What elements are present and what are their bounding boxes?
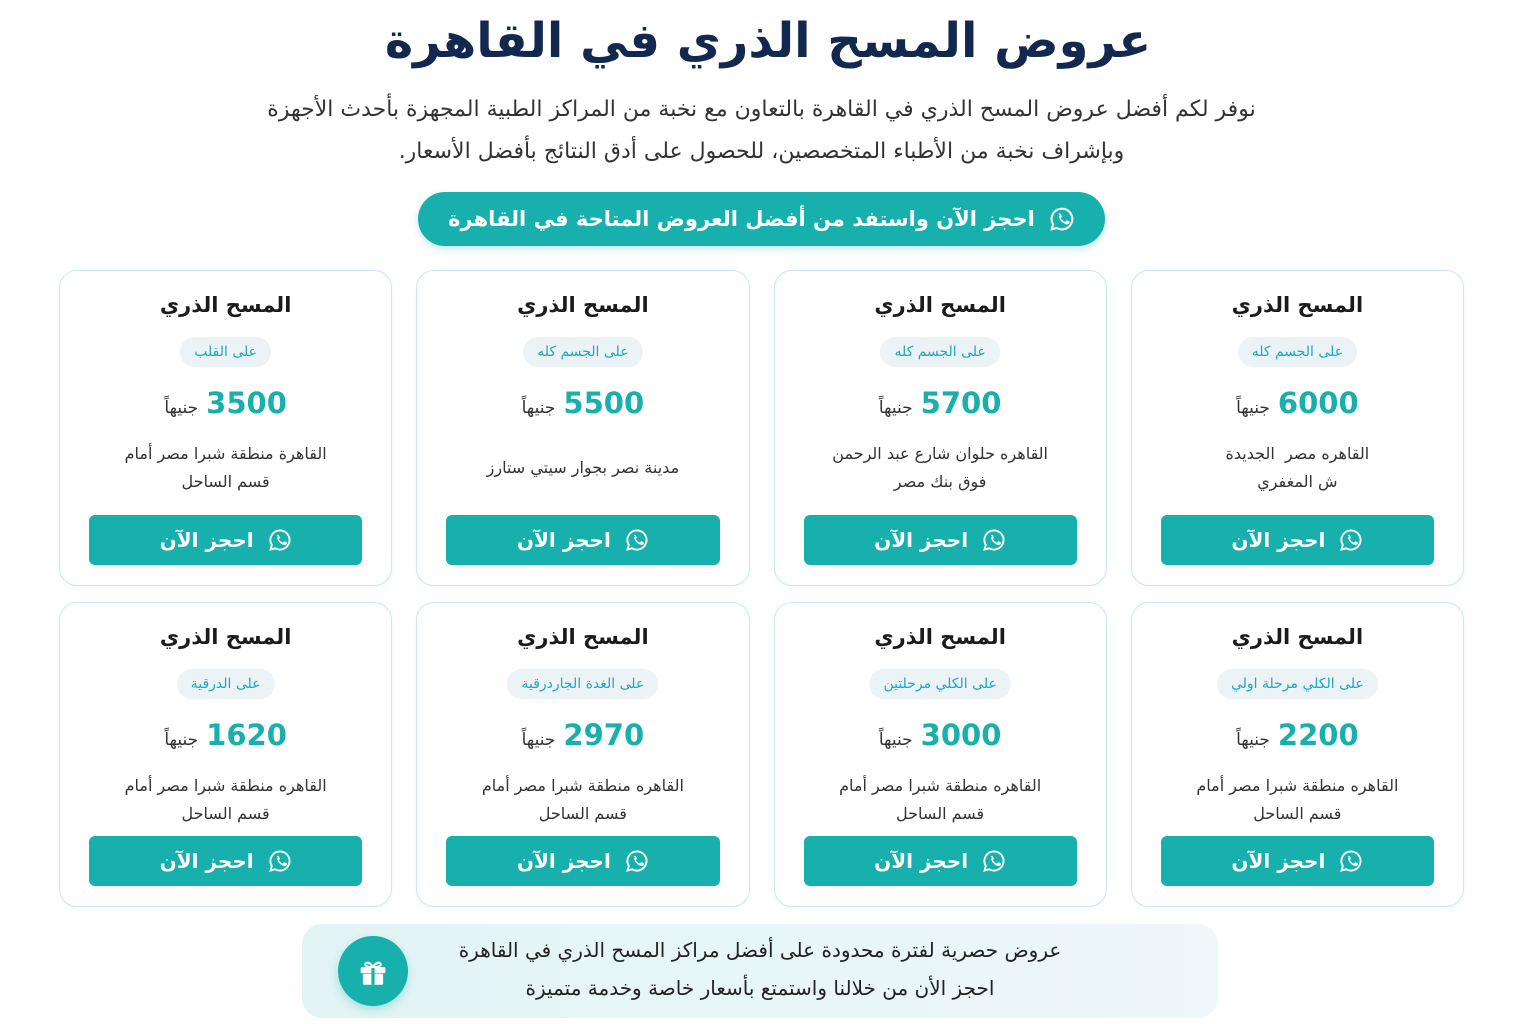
offer-price bbox=[164, 383, 287, 428]
offer-location bbox=[482, 772, 684, 828]
book-now-label: احجز الآن bbox=[516, 849, 611, 873]
offer-badge: على الجسم كله bbox=[880, 337, 999, 367]
book-now-button[interactable] bbox=[804, 515, 1077, 565]
offer-title: المسح الذري bbox=[159, 293, 292, 317]
subtitle-line: نوفر لكم أفضل عروض المسح الذري في القاهرة بالتعاون مع نخبة من المراكز الطبية المجهزة بأحدث الأجهزة bbox=[267, 97, 1256, 122]
book-now-button[interactable] bbox=[804, 836, 1077, 886]
offer-title: المسح الذري bbox=[874, 293, 1006, 317]
price-currency: جنيهاً bbox=[878, 398, 913, 418]
price-currency: جنيهاً bbox=[1236, 730, 1270, 750]
book-now-button[interactable] bbox=[446, 836, 719, 886]
banner-text bbox=[302, 931, 1218, 1007]
whatsapp-icon bbox=[1049, 206, 1075, 232]
offer-location bbox=[1196, 772, 1398, 828]
book-now-label: احجز الآن bbox=[874, 528, 969, 552]
offers-grid bbox=[59, 270, 1464, 907]
book-now-label: احجز الآن bbox=[1231, 849, 1326, 873]
offer-title: المسح الذري bbox=[517, 625, 649, 649]
offer-card bbox=[416, 270, 749, 586]
cta-container bbox=[59, 192, 1464, 246]
subtitle-line: وبإشراف نخبة من الأطباء المتخصصين، للحصول على أدق النتائج بأفضل الأسعار. bbox=[398, 139, 1125, 164]
book-now-label: احجز الآن bbox=[159, 528, 254, 552]
book-now-button[interactable] bbox=[89, 515, 362, 565]
offer-location-line: القاهره منطقة شبرا مصر أمام bbox=[839, 776, 1042, 795]
offer-price bbox=[879, 383, 1002, 428]
offer-badge: على الجسم كله bbox=[1238, 337, 1357, 367]
whatsapp-icon bbox=[1339, 528, 1363, 552]
whatsapp-icon bbox=[625, 849, 649, 873]
offer-location-line: القاهرة منطقة شبرا مصر أمام bbox=[124, 444, 327, 463]
offer-badge: على الجسم كله bbox=[523, 337, 642, 367]
offer-badge: على القلب bbox=[180, 337, 271, 367]
price-amount: 3500 bbox=[206, 386, 287, 420]
whatsapp-icon bbox=[268, 849, 292, 873]
offer-location-line: القاهره حلوان شارع عبد الرحمن bbox=[832, 444, 1048, 463]
offer-price bbox=[1236, 383, 1359, 428]
cta-book-whatsapp-button[interactable] bbox=[418, 192, 1105, 246]
offer-title: المسح الذري bbox=[159, 625, 292, 649]
cta-label: احجز الآن واستفد من أفضل العروض المتاحة في القاهرة bbox=[448, 207, 1035, 231]
offer-location-line: القاهره منطقة شبرا مصر أمام bbox=[481, 776, 684, 795]
offer-location bbox=[125, 440, 327, 496]
offer-location-line: قسم الساحل bbox=[181, 472, 270, 491]
offer-card bbox=[1131, 270, 1464, 586]
offer-card bbox=[1131, 602, 1464, 907]
offer-title: المسح الذري bbox=[874, 625, 1006, 649]
offer-title: المسح الذري bbox=[1231, 625, 1364, 649]
offer-location-line: القاهره مصر الجديدة bbox=[1225, 444, 1370, 463]
book-now-label: احجز الآن bbox=[1231, 528, 1326, 552]
whatsapp-icon bbox=[1339, 849, 1363, 873]
whatsapp-icon bbox=[268, 528, 292, 552]
whatsapp-icon bbox=[625, 528, 649, 552]
offer-location-line: ش المغفري bbox=[1257, 472, 1338, 491]
offer-location-line: فوق بنك مصر bbox=[893, 472, 987, 491]
book-now-button[interactable] bbox=[89, 836, 362, 886]
price-currency: جنيهاً bbox=[878, 730, 913, 750]
offer-location bbox=[487, 440, 680, 496]
price-amount: 2200 bbox=[1277, 718, 1359, 752]
price-amount: 1620 bbox=[206, 718, 287, 752]
price-amount: 6000 bbox=[1277, 386, 1359, 420]
offer-location-line: قسم الساحل bbox=[538, 804, 627, 823]
whatsapp-icon bbox=[982, 528, 1006, 552]
offer-badge: على الغدة الجاردرقية bbox=[507, 669, 658, 699]
offer-price bbox=[879, 715, 1002, 760]
price-currency: جنيهاً bbox=[1236, 398, 1270, 418]
offer-card bbox=[59, 270, 392, 586]
book-now-button[interactable] bbox=[446, 515, 719, 565]
price-amount: 2970 bbox=[563, 718, 645, 752]
offer-location-line: قسم الساحل bbox=[896, 804, 985, 823]
offer-location-line: القاهره منطقة شبرا مصر أمام bbox=[124, 776, 327, 795]
offer-location-line: القاهره منطقة شبرا مصر أمام bbox=[1196, 776, 1399, 795]
book-now-label: احجز الآن bbox=[874, 849, 969, 873]
offer-location bbox=[839, 772, 1041, 828]
promo-banner bbox=[302, 924, 1218, 1018]
page-subtitle bbox=[59, 89, 1464, 173]
whatsapp-icon bbox=[982, 849, 1006, 873]
offer-card bbox=[774, 602, 1107, 907]
offer-location-line: قسم الساحل bbox=[181, 804, 270, 823]
price-currency: جنيهاً bbox=[521, 398, 556, 418]
offer-title: المسح الذري bbox=[517, 293, 649, 317]
banner-line: احجز الأن من خلالنا واستمتع بأسعار خاصة وخدمة متميزة bbox=[525, 976, 995, 1000]
offer-location-line: مدينة نصر بجوار سيتي ستارز bbox=[486, 458, 680, 477]
price-amount: 5500 bbox=[563, 386, 645, 420]
price-currency: جنيهاً bbox=[164, 398, 199, 418]
offer-location bbox=[125, 772, 327, 828]
page-title: عروض المسح الذري في القاهرة bbox=[384, 13, 1152, 69]
offer-title: المسح الذري bbox=[1231, 293, 1364, 317]
offer-location-line: قسم الساحل bbox=[1253, 804, 1342, 823]
price-currency: جنيهاً bbox=[521, 730, 556, 750]
offer-location bbox=[1226, 440, 1370, 496]
banner-line: عروض حصرية لفترة محدودة على أفضل مراكز المسح الذري في القاهرة bbox=[458, 938, 1062, 962]
offer-price bbox=[522, 715, 645, 760]
offer-price bbox=[1236, 715, 1359, 760]
offer-card bbox=[774, 270, 1107, 586]
offer-badge: على الكلي مرحلتين bbox=[869, 669, 1010, 699]
book-now-label: احجز الآن bbox=[159, 849, 254, 873]
offer-price bbox=[522, 383, 645, 428]
offer-badge: على الكلي مرحلة اولي bbox=[1217, 669, 1378, 699]
book-now-label: احجز الآن bbox=[516, 528, 611, 552]
offer-card bbox=[416, 602, 749, 907]
price-currency: جنيهاً bbox=[164, 730, 199, 750]
book-now-button[interactable] bbox=[1161, 515, 1434, 565]
price-amount: 3000 bbox=[920, 718, 1002, 752]
book-now-button[interactable] bbox=[1161, 836, 1434, 886]
price-amount: 5700 bbox=[920, 386, 1002, 420]
offer-card bbox=[59, 602, 392, 907]
offer-badge: على الدرقية bbox=[177, 669, 275, 699]
offer-location bbox=[832, 440, 1048, 496]
offer-price bbox=[164, 715, 287, 760]
